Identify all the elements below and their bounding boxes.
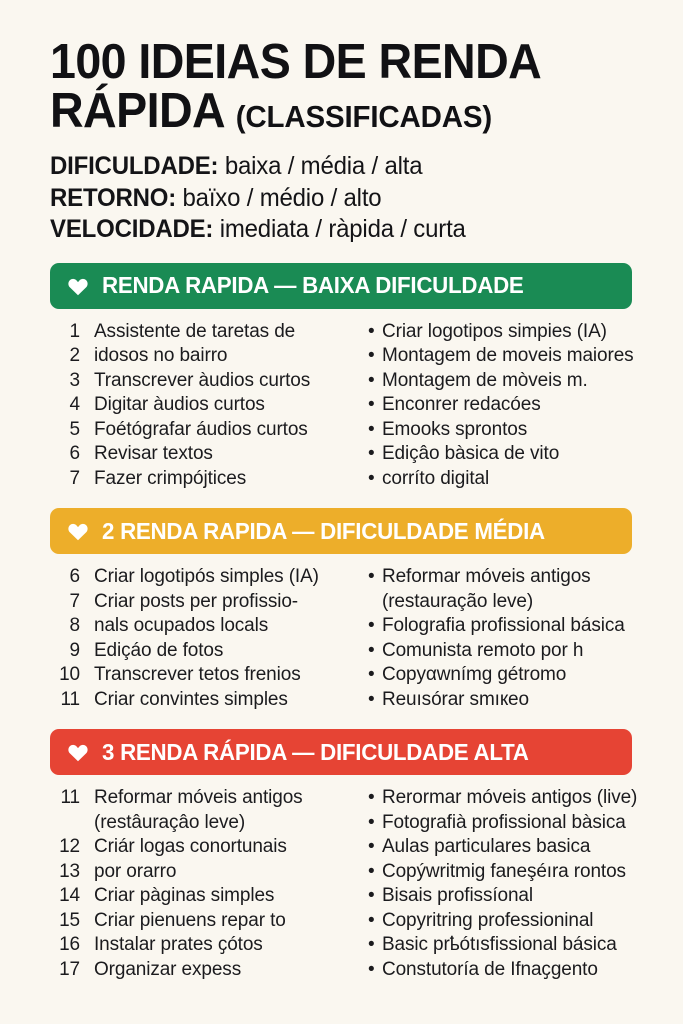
- list-item-label: Criar convintes simples: [94, 688, 288, 710]
- list-item: [368, 884, 637, 909]
- legend-block: [50, 151, 610, 246]
- section-banner-dificuldade-alta: [50, 729, 632, 775]
- list-item: [368, 688, 633, 713]
- list-item-number: 11: [60, 688, 80, 710]
- list-item-label: Montagem de mòveis m.: [382, 369, 588, 391]
- list-item-label: Montagem de moveis maiores: [382, 345, 634, 366]
- bullet-icon: •: [368, 688, 375, 710]
- list-item: [58, 884, 358, 909]
- list-item-label: Copýwritmig faneşéıra rontos: [382, 860, 626, 882]
- list-item-number: 1: [69, 320, 80, 342]
- legend-value-retorno: baïxo / médio / alto: [182, 183, 382, 212]
- list-item: [368, 835, 637, 860]
- bullet-icon: •: [368, 958, 375, 980]
- list-item: [368, 614, 633, 639]
- bullet-icon: •: [368, 811, 375, 833]
- list-item-number: 5: [69, 418, 80, 440]
- legend-row-retorno: [50, 183, 610, 215]
- list-item: [58, 344, 358, 369]
- list-item-label: Copyαwnímg gétromo: [382, 664, 567, 685]
- list-item-label: Fotografià profissional bàsica: [382, 811, 626, 833]
- list-item-label: (restâuraçâo leve): [94, 811, 246, 833]
- list-item: [58, 639, 358, 664]
- numbered-list-alta: [58, 786, 358, 982]
- list-item-number: 4: [69, 394, 80, 415]
- list-item: [58, 909, 358, 934]
- list-item-label: Ediçâo bàsica de vito: [382, 443, 560, 464]
- section-banner-label-media: 2 RENDA RAPIDA — DIFICULDADE MÉDIA: [102, 517, 545, 544]
- heart-icon: [66, 740, 90, 764]
- legend-key-retorno: RETORNO:: [50, 183, 177, 212]
- list-item-label: Criar pienuens repar to: [94, 909, 286, 931]
- bullet-icon: •: [368, 394, 375, 415]
- list-item-label: Rerormar móveis antigos (live): [382, 787, 638, 808]
- list-item-label: Basic prҍótısfissional básica: [382, 934, 617, 955]
- list-item: [58, 393, 358, 418]
- list-item-number: 6: [69, 443, 80, 464]
- heart-icon: [66, 274, 90, 298]
- list-item-label: Criar logotipos simpies (IA): [382, 320, 607, 342]
- list-item: [58, 565, 358, 590]
- bullet-icon: •: [368, 418, 375, 440]
- list-item-number: 8: [69, 615, 80, 636]
- list-item: [58, 467, 358, 492]
- list-item: [58, 835, 358, 860]
- section-dificuldade-media: [50, 508, 633, 712]
- list-item: [58, 418, 358, 443]
- list-item-label: Criár logas conortunais: [94, 836, 287, 857]
- list-item-label: Criar pàginas simples: [94, 885, 275, 906]
- list-item-number: 3: [69, 369, 80, 391]
- bullet-icon: •: [368, 885, 375, 906]
- list-item-label: Comunista remoto por h: [382, 639, 584, 661]
- list-item-label: por orarro: [94, 860, 177, 882]
- bullet-icon: •: [368, 787, 375, 808]
- list-item-number: 7: [69, 590, 80, 612]
- bullet-icon: •: [368, 615, 375, 636]
- section-columns-baixa: [50, 309, 633, 492]
- list-item: [58, 786, 358, 811]
- list-item: [368, 442, 634, 467]
- bulleted-list-media: [358, 565, 633, 712]
- list-item: [58, 860, 358, 885]
- list-item-label: Criar logotipós simples (IA): [94, 566, 319, 587]
- list-item-number: 11: [60, 787, 80, 808]
- legend-key-dificuldade: DIFICULDADE:: [50, 152, 219, 180]
- list-item-label: Reuısórar smıкeo: [382, 688, 529, 710]
- list-item-label: Organizar expess: [94, 958, 242, 980]
- bullet-icon: •: [368, 369, 375, 391]
- bulleted-list-alta: [358, 786, 637, 982]
- poster-header: [50, 0, 633, 246]
- section-columns-media: [50, 554, 633, 712]
- list-item: [368, 811, 637, 836]
- bullet-icon: •: [368, 909, 375, 931]
- bullet-icon: •: [368, 345, 375, 366]
- list-item-number: 15: [59, 909, 80, 931]
- list-item: [368, 958, 637, 983]
- section-banner-label-alta: 3 RENDA RÁPIDA — DIFICULDADE ALTA: [102, 738, 529, 765]
- list-item-label: (restauração leve): [382, 590, 534, 612]
- list-item-number: 14: [59, 885, 80, 906]
- list-item-label: Reformar móveis antigos: [94, 787, 303, 808]
- list-item-number: 12: [59, 836, 80, 857]
- section-dificuldade-alta: [50, 729, 638, 982]
- list-item-continuation: [58, 811, 358, 836]
- list-item-label: Instalar prates ҫótos: [94, 934, 263, 955]
- numbered-list-media: [58, 565, 358, 712]
- list-item-label: corríto digital: [382, 467, 490, 489]
- section-banner-label-baixa: RENDA RAPIDA — BAIXA DIFICULDADE: [102, 272, 524, 298]
- list-item-label: Fazer crimpójtices: [94, 467, 247, 489]
- list-item-label: idosos no bairro: [94, 345, 228, 366]
- list-item: [368, 860, 637, 885]
- legend-key-velocidade: VELOCIDADE:: [50, 215, 214, 243]
- list-item-number: 9: [69, 639, 80, 661]
- bullet-icon: •: [368, 836, 375, 857]
- list-item: [58, 958, 358, 983]
- bullet-icon: •: [368, 467, 375, 489]
- list-item-number: 16: [59, 934, 80, 955]
- list-item: [58, 320, 358, 345]
- heart-icon: [66, 519, 90, 543]
- page-title-line-1: 100 IDEIAS DE RENDA: [50, 35, 542, 89]
- bullet-icon: •: [368, 320, 375, 342]
- list-item: [368, 663, 633, 688]
- page-title-line-2: [50, 83, 604, 138]
- page-title-main: RÁPIDA: [50, 83, 224, 138]
- list-item-number: 13: [59, 860, 80, 882]
- list-item: [58, 590, 358, 615]
- list-item-label: Digitar àudios curtos: [94, 394, 265, 415]
- list-item-label: nals ocupados locals: [94, 615, 269, 636]
- list-item: [368, 369, 634, 394]
- list-item-label: Copyritring professioninal: [382, 909, 594, 931]
- list-item-number: 10: [59, 664, 80, 685]
- list-item-number: 7: [69, 467, 80, 489]
- list-item-label: Constutoría de Ifnaҫgento: [382, 958, 598, 980]
- section-columns-alta: [50, 775, 638, 982]
- section-banner-dificuldade-media: [50, 508, 632, 554]
- list-item-label: Reformar móveis antigos: [382, 566, 591, 587]
- bullet-icon: •: [368, 934, 375, 955]
- list-item: [368, 639, 633, 664]
- list-item-label: Foétógrafar áudios curtos: [94, 418, 308, 440]
- section-banner-baixa-dificuldade: [50, 263, 632, 309]
- list-item-label: Transcrever tetos frenios: [94, 664, 301, 685]
- list-item: [58, 933, 358, 958]
- page-title: [50, 35, 604, 138]
- list-item-number: 17: [59, 958, 80, 980]
- list-item: [58, 614, 358, 639]
- list-item-label: Emooks sprontos: [382, 418, 528, 440]
- bullet-icon: •: [368, 639, 375, 661]
- legend-row-velocidade: [50, 214, 610, 246]
- list-item: [368, 344, 634, 369]
- list-item: [368, 909, 637, 934]
- list-item: [368, 467, 634, 492]
- list-item: [58, 663, 358, 688]
- list-item-label: Criar posts per profissio-: [94, 590, 298, 612]
- list-item: [58, 369, 358, 394]
- list-item-label: Aulas particulares basica: [382, 836, 591, 857]
- list-item-label: Transcrever àudios curtos: [94, 369, 311, 391]
- section-baixa-dificuldade: [50, 263, 633, 492]
- list-item-label: Ediçáo de fotos: [94, 639, 224, 661]
- list-item: [368, 933, 637, 958]
- bulleted-list-baixa: [358, 320, 634, 492]
- list-item: [368, 418, 634, 443]
- list-item-label: Assistente de taretas de: [94, 320, 296, 342]
- list-item-label: Enconrer redacóes: [382, 394, 541, 415]
- list-item-label: Revisar textos: [94, 443, 213, 464]
- bullet-icon: •: [368, 566, 375, 587]
- bullet-icon: •: [368, 443, 375, 464]
- list-item: [58, 688, 358, 713]
- list-item-number: 2: [69, 345, 80, 366]
- list-item-continuation: [368, 590, 633, 615]
- list-item: [368, 786, 637, 811]
- list-item: [58, 442, 358, 467]
- list-item-label: Bisais profissíonal: [382, 885, 533, 906]
- bullet-icon: •: [368, 860, 375, 882]
- legend-value-velocidade: imediata / ràpida / curta: [219, 215, 466, 243]
- list-item: [368, 565, 633, 590]
- list-item: [368, 393, 634, 418]
- page-title-suffix: (CLASSIFICADAS): [235, 98, 493, 134]
- list-item: [368, 320, 634, 345]
- bullet-icon: •: [368, 664, 375, 685]
- legend-value-dificuldade: baixa / média / alta: [224, 152, 423, 180]
- legend-row-dificuldade: [50, 151, 610, 183]
- list-item-label: Folografia profissional básica: [382, 615, 625, 636]
- numbered-list-baixa: [58, 320, 358, 492]
- list-item-number: 6: [69, 566, 80, 587]
